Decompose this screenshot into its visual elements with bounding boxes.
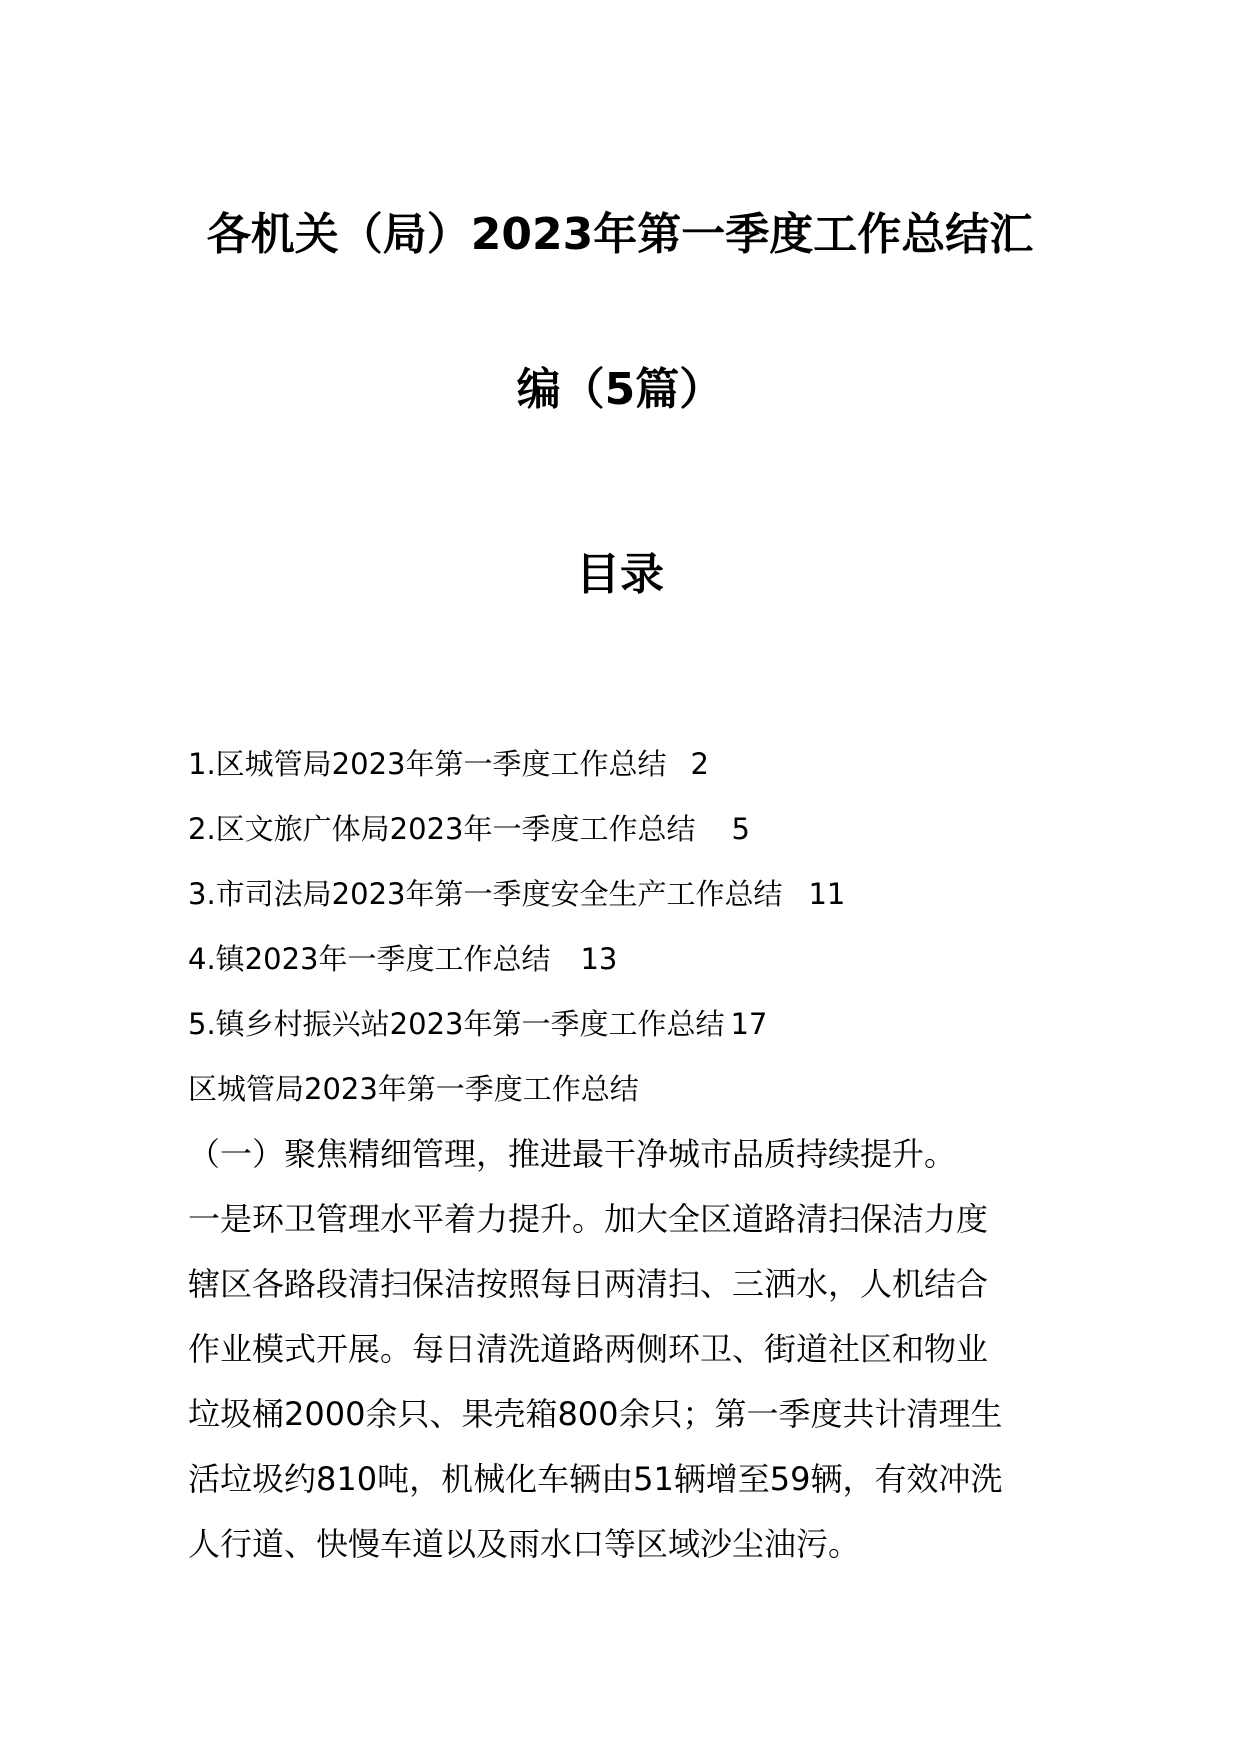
toc-item bbox=[188, 797, 1088, 862]
section-title: 区城管局2023年第一季度工作总结 bbox=[188, 1072, 639, 1106]
paragraph-line: 作业模式开展。每日清洗道路两侧环卫、街道社区和物业 bbox=[188, 1330, 989, 1368]
toc-item-page: 2 bbox=[690, 747, 709, 781]
toc-item-page: 5 bbox=[731, 812, 750, 846]
paragraph-line: 活垃圾约810吨，机械化车辆由51辆增至59辆，有效冲洗 bbox=[188, 1460, 1003, 1498]
toc-item bbox=[188, 992, 1088, 1057]
paragraph-line: 一是环卫管理水平着力提升。加大全区道路清扫保洁力度 bbox=[188, 1200, 989, 1238]
toc-item-page: 17 bbox=[730, 1007, 768, 1041]
toc-item-page: 11 bbox=[808, 877, 846, 911]
toc-item-title: 5.镇乡村振兴站2023年第一季度工作总结 bbox=[188, 1007, 725, 1041]
paragraph-line: （一）聚焦精细管理，推进最干净城市品质持续提升。 bbox=[188, 1135, 957, 1173]
toc-item bbox=[188, 862, 1088, 927]
document-title-line-2: 编（5篇） bbox=[516, 364, 724, 415]
toc-item-title: 2.区文旅广体局2023年一季度工作总结 bbox=[188, 812, 696, 846]
paragraph-line: 辖区各路段清扫保洁按照每日两清扫、三洒水，人机结合 bbox=[188, 1265, 989, 1303]
toc-item bbox=[188, 927, 1088, 992]
toc-item-title: 1.区城管局2023年第一季度工作总结 bbox=[188, 747, 667, 781]
toc-heading: 目录 bbox=[576, 549, 664, 600]
table-of-contents bbox=[188, 732, 1088, 1057]
toc-item bbox=[188, 732, 1088, 797]
toc-item-title: 4.镇2023年一季度工作总结 bbox=[188, 942, 551, 976]
document-body bbox=[188, 1057, 1068, 1577]
toc-item-title: 3.市司法局2023年第一季度安全生产工作总结 bbox=[188, 877, 783, 911]
paragraph-line: 人行道、快慢车道以及雨水口等区域沙尘油污。 bbox=[188, 1525, 861, 1563]
paragraph-line: 垃圾桶2000余只、果壳箱800余只；第一季度共计清理生 bbox=[188, 1395, 1003, 1433]
document-title-line-1: 各机关（局）2023年第一季度工作总结汇 bbox=[206, 209, 1034, 260]
toc-item-page: 13 bbox=[580, 942, 618, 976]
